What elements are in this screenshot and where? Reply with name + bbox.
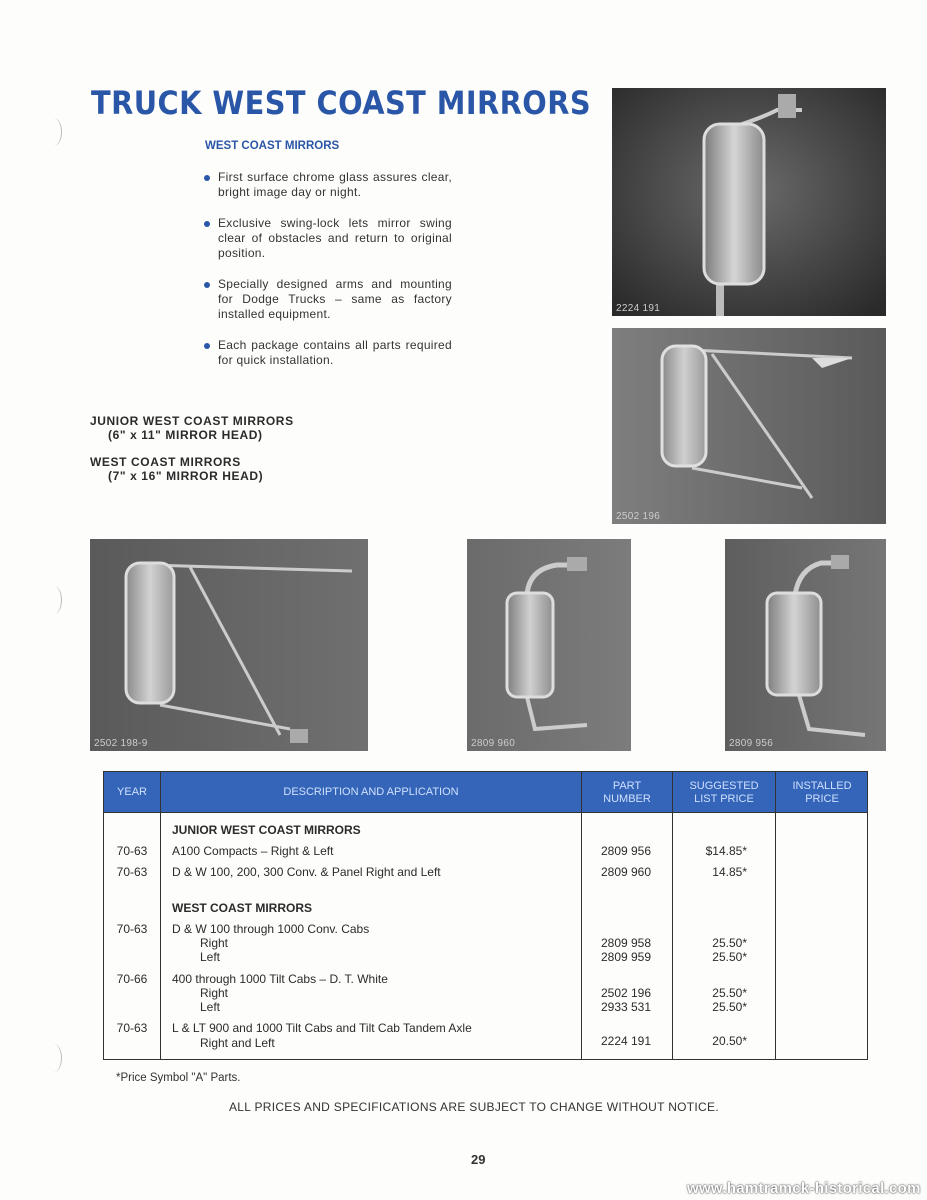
feature-list: [204, 170, 452, 384]
photo-label: 2502 198-9: [94, 738, 148, 749]
table-cell-part-number: 2502 196: [600, 986, 652, 1000]
col-header-part-number: PART NUMBER: [603, 779, 651, 805]
bullet-icon: [204, 175, 210, 181]
table-cell-part-number: 2809 958: [600, 936, 652, 950]
table-cell-price: 25.50*: [712, 936, 747, 950]
table-cell-sub-description: Right: [200, 936, 229, 950]
table-cell-price: 14.85*: [712, 865, 747, 879]
binder-hole-middle: [46, 586, 62, 614]
page-title: TRUCK WEST COAST MIRRORS: [91, 84, 592, 122]
photo-label: 2809 960: [471, 738, 516, 749]
table-cell-price: 25.50*: [712, 950, 747, 964]
table-cell-description: D & W 100, 200, 300 Conv. & Panel Right and Left: [172, 865, 441, 879]
feature-item: First surface chrome glass assures clear, bright image day or night.: [204, 170, 452, 200]
table-cell-part-number: 2224 191: [600, 1034, 652, 1048]
feature-item: Each package contains all parts required for quick installation.: [204, 338, 452, 368]
column-divider: [672, 772, 673, 1059]
table-cell-part-number: 2809 956: [600, 844, 652, 858]
table-cell-part-number: 2933 531: [600, 1000, 652, 1014]
table-cell-description: L & LT 900 and 1000 Tilt Cabs and Tilt Cab Tandem Axle: [172, 1021, 472, 1035]
feature-item: Exclusive swing-lock lets mirror swing clear of obstacles and return to original position.: [204, 216, 452, 261]
table-cell-year: 70-63: [116, 865, 148, 879]
mirror-photo-2502-198-9: [90, 539, 368, 751]
table-cell-part-number: 2809 959: [600, 950, 652, 964]
table-cell-price: 20.50*: [712, 1034, 747, 1048]
binder-hole-top: [46, 118, 62, 146]
mirror-photo-2809-960: [467, 539, 631, 751]
table-group-label: JUNIOR WEST COAST MIRRORS: [172, 823, 361, 837]
table-cell-price: $14.85*: [705, 844, 747, 858]
bullet-icon: [204, 221, 210, 227]
photo-label: 2809 956: [729, 738, 774, 749]
table-group-label: WEST COAST MIRRORS: [172, 901, 312, 915]
page-number: 29: [471, 1152, 486, 1167]
table-cell-year: 70-66: [116, 972, 148, 986]
west-coast-mirrors-heading: WEST COAST MIRRORS (7" x 16" MIRROR HEAD): [90, 455, 264, 483]
photo-label: 2224 191: [616, 303, 661, 314]
table-cell-sub-description: Left: [200, 1000, 221, 1014]
table-cell-sub-description: Right: [200, 986, 229, 1000]
table-cell-description: D & W 100 through 1000 Conv. Cabs: [172, 922, 370, 936]
column-divider: [581, 772, 582, 1059]
photo-label: 2502 196: [616, 511, 661, 522]
bullet-icon: [204, 343, 210, 349]
table-cell-year: 70-63: [116, 1021, 148, 1035]
table-cell-year: 70-63: [116, 844, 148, 858]
section-heading: WEST COAST MIRRORS: [205, 140, 340, 152]
table-header: [104, 772, 867, 813]
feature-item: Specially designed arms and mounting for Dodge Trucks – same as factory installed equipment.: [204, 277, 452, 322]
bullet-icon: [204, 282, 210, 288]
site-watermark: www.hamtramck-historical.com: [687, 1180, 921, 1197]
mirror-photo-2809-956: [725, 539, 886, 751]
junior-mirrors-heading: JUNIOR WEST COAST MIRRORS (6" x 11" MIRROR HEAD): [90, 414, 294, 442]
mirror-photo-2502-196: [612, 328, 886, 524]
col-header-year: YEAR: [117, 786, 147, 798]
table-cell-price: 25.50*: [712, 1000, 747, 1014]
table-cell-sub-description: Right and Left: [200, 1036, 275, 1050]
table-cell-description: 400 through 1000 Tilt Cabs – D. T. White: [172, 972, 388, 986]
mirror-photo-2224-191: [612, 88, 886, 316]
col-header-installed-price: INSTALLED PRICE: [792, 779, 852, 805]
table-cell-sub-description: Left: [200, 950, 221, 964]
price-disclaimer: ALL PRICES AND SPECIFICATIONS ARE SUBJECT TO CHANGE WITHOUT NOTICE.: [229, 1100, 719, 1114]
table-cell-description: A100 Compacts – Right & Left: [172, 844, 334, 858]
col-header-description: DESCRIPTION AND APPLICATION: [283, 786, 459, 798]
table-cell-year: 70-63: [116, 922, 148, 936]
binder-hole-bottom: [46, 1044, 62, 1072]
price-footnote: *Price Symbol "A" Parts.: [116, 1072, 241, 1084]
column-divider: [160, 772, 161, 1059]
table-cell-part-number: 2809 960: [600, 865, 652, 879]
table-cell-price: 25.50*: [712, 986, 747, 1000]
price-table: [103, 771, 868, 1060]
col-header-list-price: SUGGESTED LIST PRICE: [689, 779, 759, 805]
column-divider: [775, 772, 776, 1059]
